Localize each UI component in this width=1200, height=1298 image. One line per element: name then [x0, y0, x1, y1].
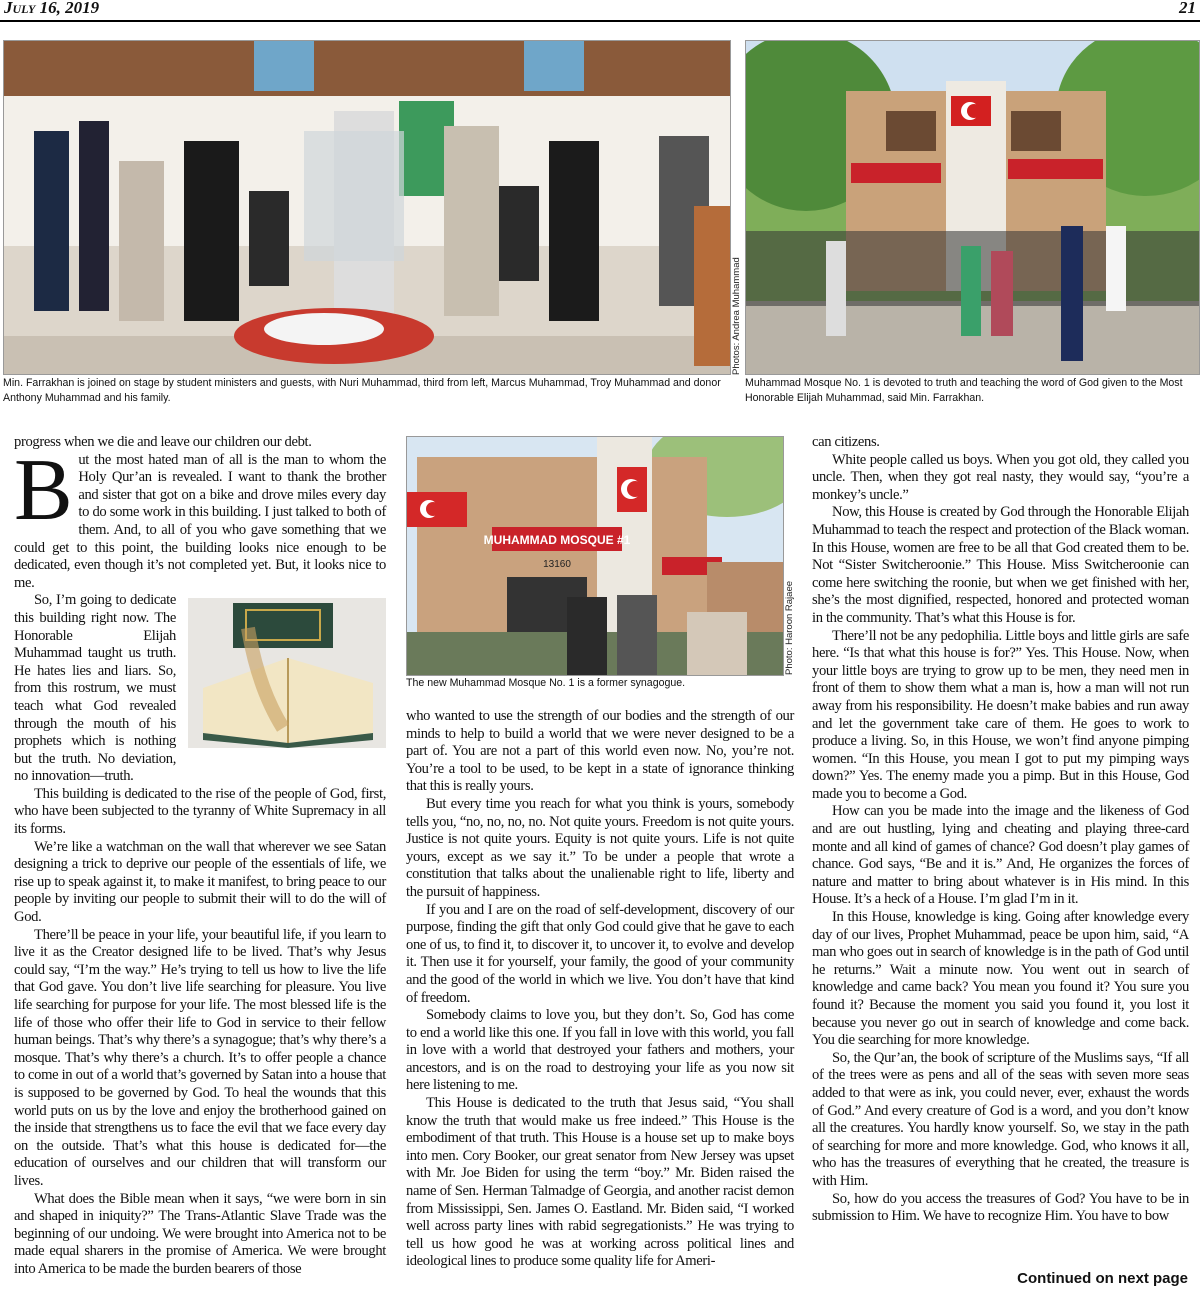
paragraph: But every time you reach for what you think is yours, somebody tells you, “no, no, no, no. Not quite yours. Freedom is not quite yours. Justice is not quite yours. Equity is not quite yours. Life is not quite yours, except as we say it.” To be under a people that wrote a constitution that talks about the unalienable right to life, liberty and the pursuit of happiness.: [406, 795, 794, 900]
building-photo: [406, 436, 784, 676]
paragraph-text: ut the most hated man of all is the man to whom the Holy Qur’an is revealed. I want to thank the brother and sister that got on a bike and drove miles every day to do some work in this building. I just talked to both of them. And, to all of you who gave something that we could get to this point, the building looks nice enough to be dedicated, even though it’s not completed yet. But, it looks nice to me.: [14, 451, 386, 591]
paragraph: There’ll be peace in your life, your beautiful life, if you learn to live it as the Creator designed life to be lived. That’s why Jesus could say, “I’m the way.” He’s trying to tell us how to live the life that God gave. You don’t live life searching for pleasure. You live life searching for purpose for your life. The most blessed life is the life of those who offer their life to God in service to their fellow human beings. That’s why there’s a synagogue; that’s why there’s a mosque. That’s why there’s a church. It’s to offer people a chance to come in out of a world that’s governed by Satan into a house that is supposed to be governed by God. To heal the wounds that this world puts on us by the love and enjoy the brotherhood gained on the inside that strengthens us to face the evil that we face every day on the outside. That’s what this house is dedicated for—the education of ourselves and our children that will transform our lives.: [14, 926, 386, 1189]
mosque-sign-text: MUHAMMAD MOSQUE #1: [483, 533, 631, 547]
paragraph: can citizens.: [812, 434, 880, 450]
paragraph: So, the Qur’an, the book of scripture of the Muslims says, “If all of the trees were as pens and all of the seas with seven more seas added to that were as ink, you could never, ever, exhaust the words of God.” And every creature of God is a word, and you don’t know all the creatures. You hardly know yourself. So, we stay in the path of searching for more and more knowledge. God, who knows it all, who has the treasures of everything that he created, the treasure is with Him.: [812, 1049, 1189, 1189]
stage-photo-credit: Photos: Andrea Muhammad: [731, 257, 742, 375]
quran-book-image: [188, 598, 386, 748]
drop-cap: B: [14, 441, 73, 539]
paragraph: There’ll not be any pedophilia. Little boys and little girls are safe here. “Is that what this house is for?” Yes. This House. Now, when your little boys are trying to grow up to be men, they need men in front of them to show them what a man is, how a man will not run away from his responsibility. He doesn’t make babies and run away and let the government take care of them. He goes to work to produce a living. So, in this House, we won’t find anyone pimping women. “In this House, you mean I got to put my pimping ways down?” Yes. The enemy made you a pimp. But in this House, God made you to become a God.: [812, 627, 1189, 802]
building-photo-credit: Photo: Haroon Rajaee: [784, 580, 795, 675]
paragraph: What does the Bible mean when it says, “we were born in sin and shaped in iniquity?” The Trans-Atlantic Slave Trade was the beginning of our undoing. We were brought into America not to be made equal sharers in the promise of America. We were brought into America to be made the burden bearers of those: [14, 1190, 386, 1277]
page-header: [0, 0, 1200, 20]
address-number: 13160: [543, 559, 571, 570]
header-rule: [0, 20, 1200, 22]
paragraph: How can you be made into the image and the likeness of God and are out hustling, lying and cheating and playing three-card monte and all kind of games of chance? God doesn’t play games of chance. God says, “Be and it is.” And, He organizes the forces of nature and matter to bring about whatever is in His mind. In this House. It’s a heck of a House. I’m glad I’m in it.: [812, 803, 1189, 908]
page-number: 21: [1179, 0, 1196, 17]
continued-on-next-page: Continued on next page: [1017, 1270, 1188, 1287]
article-column-3: [812, 434, 1189, 1269]
paragraph: progress when we die and leave our children our debt.: [14, 434, 312, 450]
article-column-1: [14, 434, 386, 1277]
article-column-2: [406, 708, 794, 1286]
paragraph: Somebody claims to love you, but they don’t. So, God has come to end a world like this one. If you fall in love with this world, you fall in love with a world that destroyed your fathers and mothers, your ancestors, and is on the road to destroying your life as you now sit here listening to me.: [406, 1007, 794, 1094]
exterior-photo-caption: Muhammad Mosque No. 1 is devoted to truth and teaching the word of God given to the Most Honorable Elijah Muhammad, said Min. Farrakhan.: [745, 377, 1183, 404]
paragraph: We’re like a watchman on the wall that wherever we see Satan designing a trick to deprive our people of the essentials of life, we rise up to speak against it, to make it manifest, to bring peace to our people by inviting our people to submit their will to do the will of God.: [14, 838, 386, 926]
paragraph: So, I’m going to dedicate this building right now. The Honorable Elijah Muhammad taught us truth. He hates lies and liars. So, from this rostrum, we must teach what God revealed through the mouth of his prophets which is nothing but the truth. No deviation, no innovation—truth.: [14, 592, 176, 785]
paragraph: White people called us boys. When you got old, they called you uncle. Then, when they got real nasty, they would say, “you’re a monkey’s uncle.”: [812, 451, 1189, 503]
stage-photo: [3, 40, 731, 375]
paragraph: This building is dedicated to the rise of the people of God, first, who have been subjected to the tyranny of White Supremacy in all its forms.: [14, 785, 386, 838]
stage-photo-caption: Min. Farrakhan is joined on stage by student ministers and guests, with Nuri Muhammad, third from left, Marcus Muhammad, Troy Muhammad and donor Anthony Muhammad and his family.: [3, 377, 721, 404]
paragraph: So, how do you access the treasures of God? You have to be in submission to Him. We have to recognize Him. You have to bow: [812, 1190, 1189, 1225]
paragraph: Now, this House is created by God through the Honorable Elijah Muhammad to teach the respect and protection of the Black woman. In this House, women are free to be all that God created them to be. Not “Sister Switcheroonie.” This House. Miss Switcheroonie can come here switching the roonie, but when we get finished with her, she’s the most dignified, respected, honored and protected woman in the community. That’s what this House is for.: [812, 504, 1189, 626]
issue-date: July 16, 2019: [4, 0, 100, 17]
building-photo-caption: The new Muhammad Mosque No. 1 is a former synagogue.: [406, 677, 686, 689]
paragraph: who wanted to use the strength of our bodies and the strength of our minds to help to build a world that we were never designed to be a part of. You are not a part of this world even now. No, you’re not. You’re a tool to be used, to be kept in a state of ignorance thinking that this is really yours.: [406, 708, 794, 795]
exterior-photo: [745, 40, 1200, 375]
paragraph: If you and I are on the road of self-development, discovery of our purpose, finding the gift that only God could give that he gave to each one of us, to find it, to discover it, to uncover it, to evolve and develop it. Then use it for yourself, your family, the good of your community and the good of the world in which we live. You don’t have that kind of freedom.: [406, 901, 794, 1006]
paragraph: In this House, knowledge is king. Going after knowledge every day of our lives, Prophet Muhammad, peace be upon him, said, “A man who goes out in search of knowledge is in the path of God until he returns.” Wait a minute now. You went out in search of knowledge and came back? You mean you found it? You sure you found it? Because the moment you said you found it, you lost it because you never go out in search of knowledge and come back. You die searching for more knowledge.: [812, 909, 1189, 1049]
paragraph: This House is dedicated to the truth that Jesus said, “You shall know the truth that would make us free indeed.” This House is the embodiment of that truth. This House is a house set up to make boys into men. Cory Booker, our great senator from New Jersey was upset with Mr. Joe Biden for using the term “boy.” Mr. Biden raised the name of Sen. Herman Talmadge of Georgia, and another racist demon from Mississippi, Sen. James O. Eastland. Mr. Biden said, “I worked well across party lines with rabid segregationists.” He was trying to tell us how good he was at working across political lines and ideological lines to produce some quality life for Ameri-: [406, 1095, 794, 1270]
